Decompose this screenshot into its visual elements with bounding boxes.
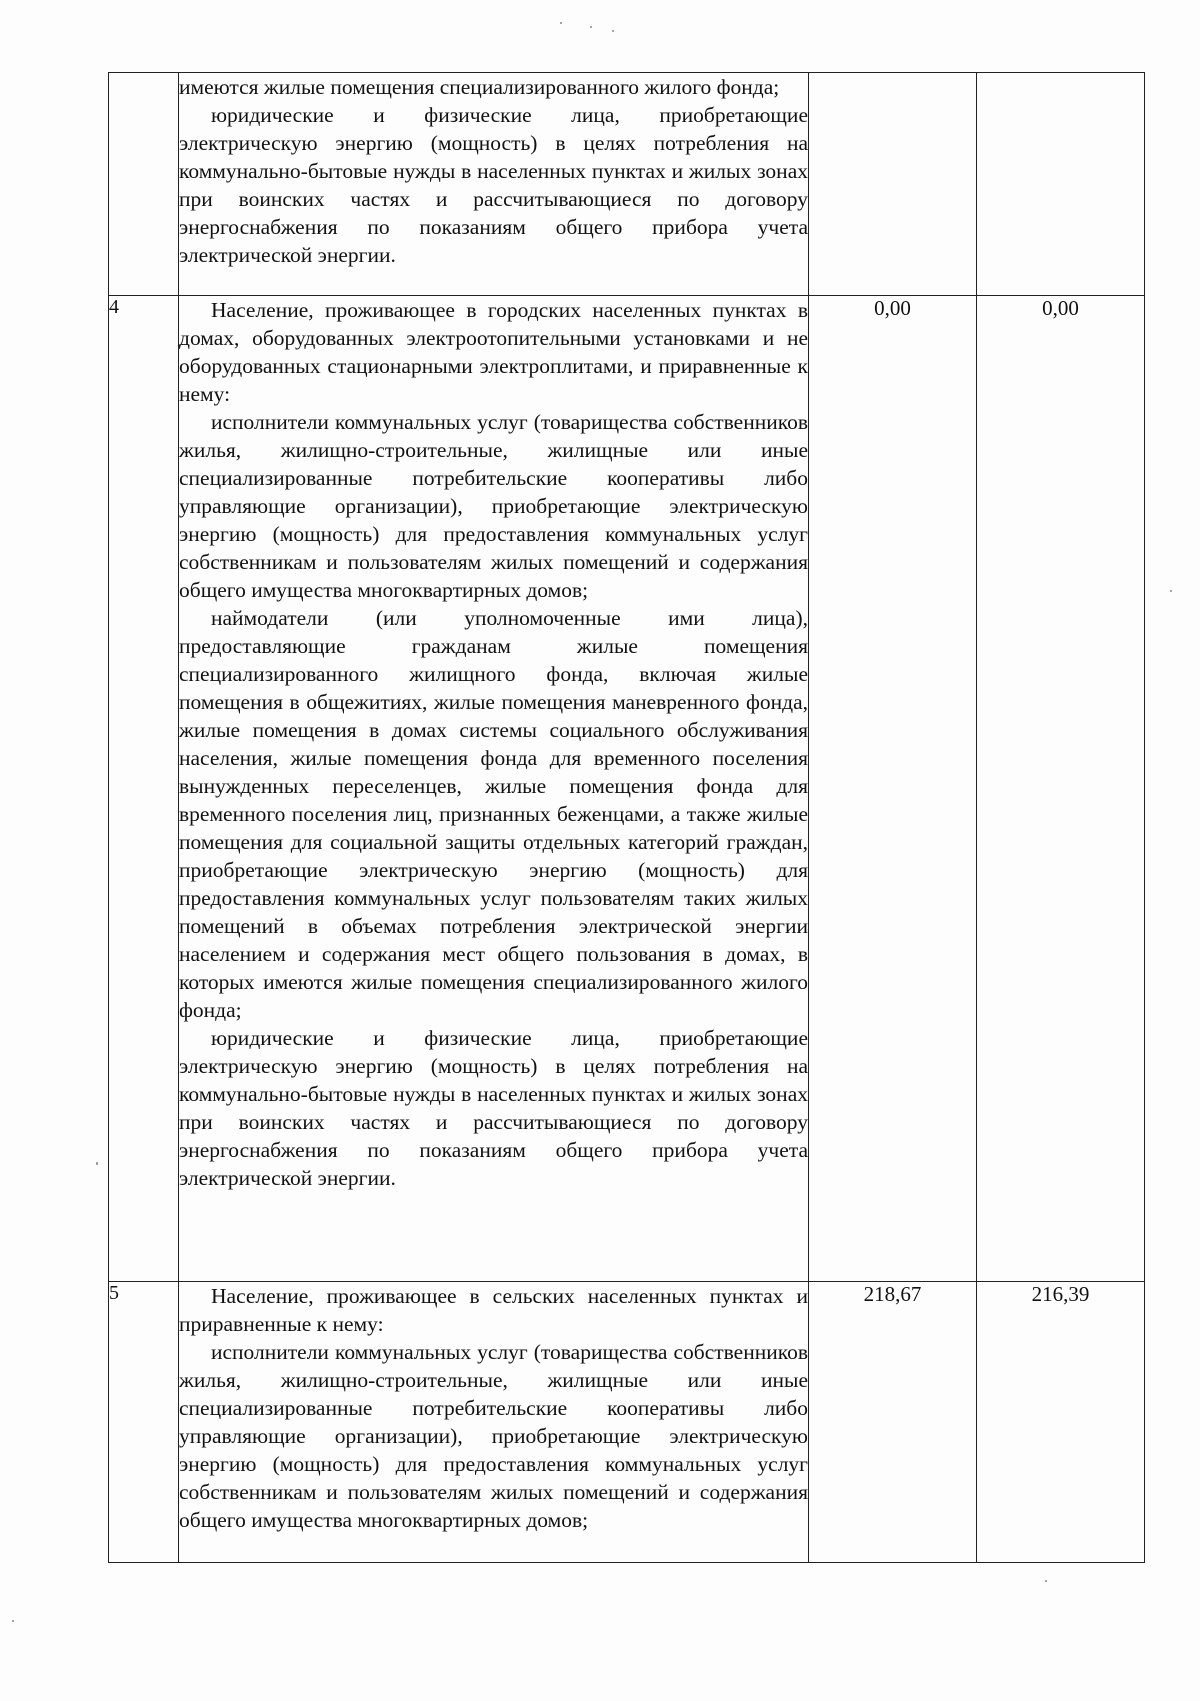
table-row — [109, 296, 1145, 1282]
scan-speck — [96, 1162, 98, 1165]
description-paragraph: Население, проживающее в сельских населенных пунктах и приравненные к нему: — [179, 1284, 808, 1336]
description-paragraph: исполнители коммунальных услуг (товарищества собственников жилья, жилищно-строительные, жилищные или иные специализированные потребительские кооперативы либо управляющие организации), приобретающие электрическую энергию (мощность) для предоставления коммунальных услуг собственникам и пользователям жилых помещений и содержания общего имущества многоквартирных домов; — [179, 410, 808, 602]
scan-speck — [12, 1620, 14, 1622]
row-description — [179, 1282, 809, 1563]
description-paragraph: исполнители коммунальных услуг (товарищества собственников жилья, жилищно-строительные, жилищные или иные специализированные потребительские кооперативы либо управляющие организации), приобретающие электрическую энергию (мощность) для предоставления коммунальных услуг собственникам и пользователям жилых помещений и содержания общего имущества многоквартирных домов; — [179, 1340, 808, 1532]
description-paragraph: наймодатели (или уполномоченные ими лица), предоставляющие гражданам жилые помещения специализированного жилищного фонда, включая жилые помещения в общежитиях, жилые помещения маневренного фонда, жилые помещения в домах системы социального обслуживания населения, жилые помещения фонда для временного поселения вынужденных переселенцев, жилые помещения фонда для временного поселения лиц, признанных беженцами, а также жилые помещения для социальной защиты отдельных категорий граждан, приобретающие электрическую энергию (мощность) для предоставления коммунальных услуг пользователям таких жилых помещений в объемах потребления электрической энергии населением и содержания мест общего пользования в домах, в которых имеются жилые помещения специализированного жилого фонда; — [179, 606, 808, 1022]
row-value-1: 218,67 — [809, 1282, 977, 1563]
row-value-2: 0,00 — [977, 296, 1145, 1282]
table-row — [109, 73, 1145, 296]
table-row — [109, 1282, 1145, 1563]
tariff-table — [108, 72, 1145, 1563]
row-description — [179, 73, 809, 296]
description-paragraph: юридические и физические лица, приобретающие электрическую энергию (мощность) в целях потребления на коммунально-бытовые нужды в населенных пунктах и жилых зонах при воинских частях и рассчитывающиеся по договору энергоснабжения по показаниям общего прибора учета электрической энергии. — [179, 1026, 808, 1190]
description-paragraph: имеются жилые помещения специализированного жилого фонда; — [179, 75, 780, 99]
row-number: 5 — [109, 1282, 179, 1563]
row-number: 4 — [109, 296, 179, 1282]
scan-speck — [560, 22, 562, 24]
row-value-1 — [809, 73, 977, 296]
row-value-2: 216,39 — [977, 1282, 1145, 1563]
scan-speck — [590, 26, 592, 28]
scan-speck — [1045, 1580, 1047, 1582]
scan-speck — [612, 30, 614, 32]
description-paragraph: юридические и физические лица, приобретающие электрическую энергию (мощность) в целях потребления на коммунально-бытовые нужды в населенных пунктах и жилых зонах при воинских частях и рассчитывающиеся по договору энергоснабжения по показаниям общего прибора учета электрической энергии. — [179, 103, 808, 267]
row-value-1: 0,00 — [809, 296, 977, 1282]
scan-speck — [1170, 590, 1172, 592]
row-number — [109, 73, 179, 296]
row-description — [179, 296, 809, 1282]
description-paragraph: Население, проживающее в городских населенных пунктах в домах, оборудованных электроотопительными установками и не оборудованных стационарными электроплитами, и приравненные к нему: — [179, 298, 808, 406]
row-value-2 — [977, 73, 1145, 296]
